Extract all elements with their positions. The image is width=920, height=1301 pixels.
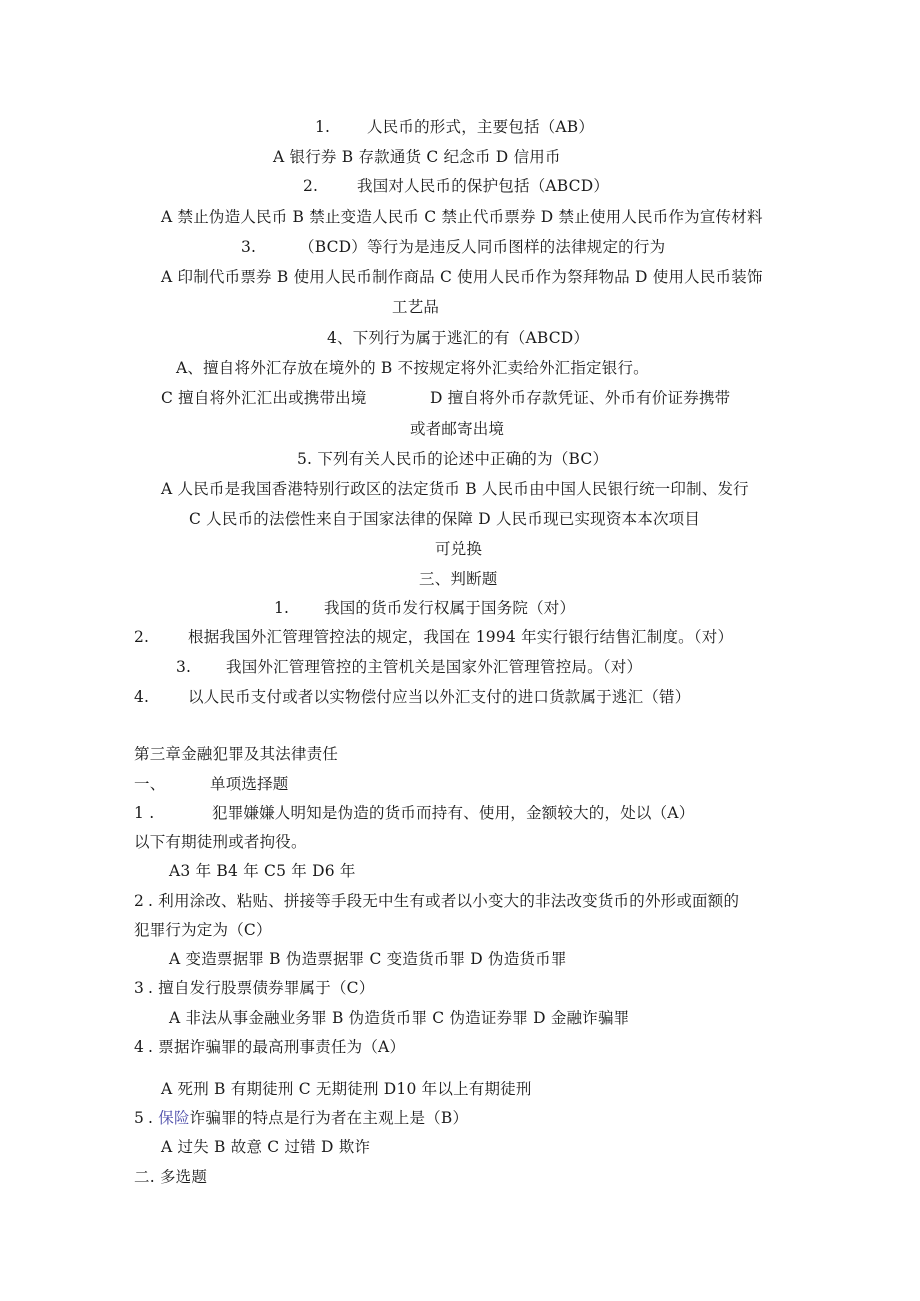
mc-options-3-line1: A 印制代币票券 B 使用人民币制作商品 C 使用人民币作为祭拜物品 D 使用人民币装饰 — [161, 268, 763, 286]
section-number: 一、 — [134, 775, 166, 793]
mc-options-3-line2: 工艺品 — [392, 298, 440, 316]
item-number: 2. — [134, 628, 150, 646]
ch3-question-2 — [134, 890, 739, 912]
question-number: 1. — [315, 118, 331, 136]
question-text: 犯罪嫌嫌人明知是伪造的货币而持有、使用，金额较大的，处以（A） — [212, 804, 695, 822]
ch3-question-2-cont: 犯罪行为定为（C） — [134, 921, 272, 939]
item-number: 4. — [134, 688, 150, 706]
mc-options-4-ab: A、擅自将外汇存放在境外的 B 不按规定将外汇卖给外汇指定银行。 — [176, 359, 649, 377]
question-text: . 擅自发行股票债券罪属于（C） — [148, 979, 375, 997]
ch3-question-1 — [134, 802, 694, 824]
question-number: 2 — [134, 892, 145, 910]
judgment-item-3 — [176, 656, 642, 678]
item-number: 1. — [274, 599, 290, 617]
question-text: 诈骗罪的特点是行为者在主观上是（B） — [189, 1109, 469, 1127]
mc-options-5-line2: C 人民币的法偿性来自于国家法律的保障 D 人民币现已实现资本本次项目 — [189, 510, 701, 528]
mc-question-2 — [303, 175, 609, 197]
question-number: 5 — [134, 1109, 145, 1127]
ch3-question-5 — [134, 1107, 468, 1129]
question-number: 3. — [241, 238, 257, 256]
question-text: 人民币的形式，主要包括（AB） — [367, 118, 595, 136]
question-number: 4 — [134, 1038, 145, 1056]
item-text: 我国的货币发行权属于国务院（对） — [324, 599, 576, 617]
judgment-item-2 — [134, 626, 733, 648]
mc-options-5-line1: A 人民币是我国香港特别行政区的法定货币 B 人民币由中国人民银行统一印制、发行 — [161, 480, 749, 498]
mc-options-4-c: C 擅自将外汇汇出或携带出境 — [161, 389, 367, 407]
ch3-options-2: A 变造票据罪 B 伪造票据罪 C 变造货币罪 D 伪造货币罪 — [169, 950, 567, 968]
mc-question-5: 5. 下列有关人民币的论述中正确的为（BC） — [297, 450, 609, 468]
mc-options-1: A 银行券 B 存款通货 C 纪念币 D 信用币 — [273, 148, 561, 166]
mc-options-4-d: D 擅自将外币存款凭证、外币有价证券携带 — [430, 389, 731, 407]
question-text: 我国对人民币的保护包括（ABCD） — [357, 177, 610, 195]
judgment-item-1 — [274, 597, 575, 619]
question-text: . 利用涂改、粘贴、拼接等手段无中生有或者以小变大的非法改变货币的外形或面额的 — [148, 892, 740, 910]
item-text: 根据我国外汇管理管控法的规定，我国在 1994 年实行银行结售汇制度。（对） — [188, 628, 734, 646]
question-number: 2. — [303, 177, 319, 195]
section-single-choice — [134, 773, 289, 795]
section-text: 单项选择题 — [210, 775, 289, 793]
ch3-options-3: A 非法从事金融业务罪 B 伪造货币罪 C 伪造证券罪 D 金融诈骗罪 — [169, 1009, 630, 1027]
ch3-question-1-cont: 以下有期徒刑或者拘役。 — [134, 833, 307, 851]
chapter-title: 第三章金融犯罪及其法律责任 — [134, 745, 339, 763]
section-multi-choice: 二. 多选题 — [134, 1168, 208, 1186]
mc-options-4-d-cont: 或者邮寄出境 — [410, 420, 505, 438]
mc-question-4: 4、下列行为属于逃汇的有（ABCD） — [327, 329, 590, 347]
item-text: 以人民币支付或者以实物偿付应当以外汇支付的进口货款属于逃汇（错） — [188, 688, 691, 706]
item-text: 我国外汇管理管控的主管机关是国家外汇管理管控局。（对） — [226, 658, 643, 676]
judgment-heading: 三、判断题 — [419, 570, 498, 588]
mc-options-5-line3: 可兑换 — [435, 540, 483, 558]
item-number: 3. — [176, 658, 192, 676]
mc-question-3 — [241, 236, 665, 258]
question-text: . 票据诈骗罪的最高刑事责任为（A） — [148, 1038, 406, 1056]
ch3-options-4: A 死刑 B 有期徒刑 C 无期徒刑 D10 年以上有期徒刑 — [161, 1080, 532, 1098]
ch3-options-1: A3 年 B4 年 C5 年 D6 年 — [169, 862, 356, 880]
question-prefix: . — [148, 1109, 159, 1127]
ch3-question-3 — [134, 977, 374, 999]
mc-question-1 — [315, 116, 594, 138]
mc-options-2: A 禁止伪造人民币 B 禁止变造人民币 C 禁止代币票券 D 禁止使用人民币作为宣传材料 — [161, 208, 763, 226]
question-number: 3 — [134, 979, 145, 997]
judgment-item-4 — [134, 686, 690, 708]
question-text: （BCD）等行为是违反人同币图样的法律规定的行为 — [299, 238, 666, 256]
ch3-options-5: A 过失 B 故意 C 过错 D 欺诈 — [161, 1138, 371, 1156]
ch3-question-4 — [134, 1036, 405, 1058]
question-number: 1 . — [134, 804, 155, 822]
insurance-link[interactable]: 保险 — [158, 1109, 190, 1127]
